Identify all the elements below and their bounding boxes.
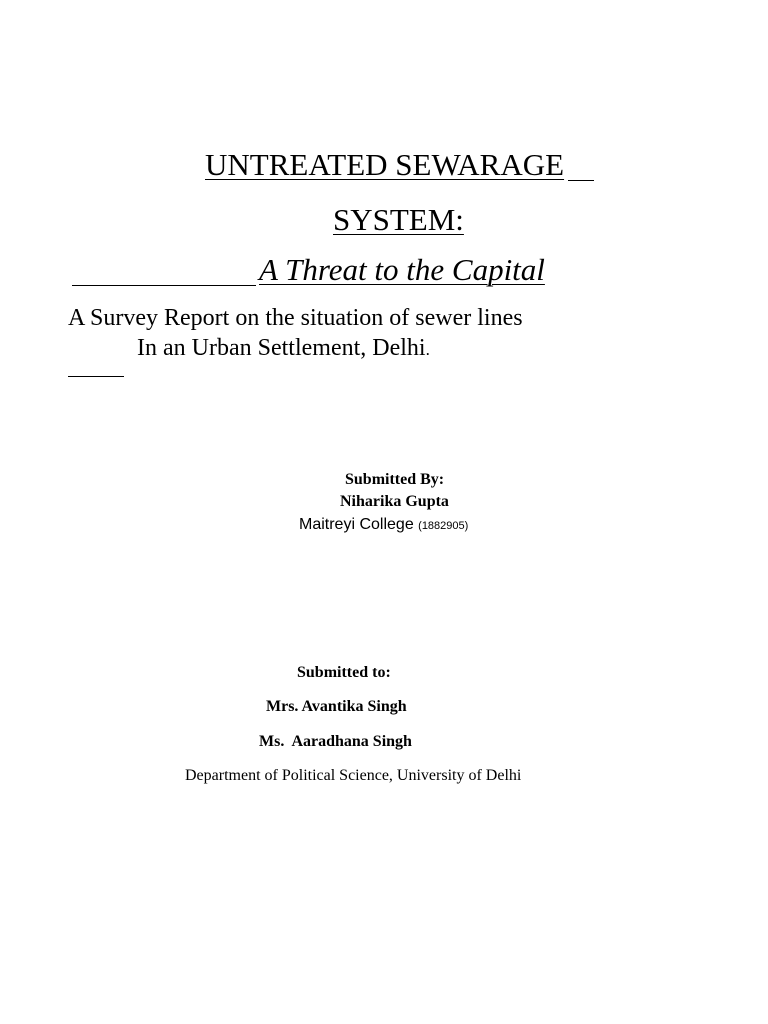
survey-description-line-2 (137, 333, 430, 365)
title-line-2 (333, 201, 464, 239)
recipient-1: Mrs. Avantika Singh (266, 698, 407, 715)
college-name: Maitreyi College (299, 516, 419, 533)
survey-description-line-1: A Survey Report on the situation of sewer lines (68, 305, 523, 331)
title-line-1 (205, 146, 594, 184)
subtitle-text: A Threat to the Capital (259, 252, 545, 287)
submitted-to-label: Submitted to: (297, 664, 391, 681)
recipient-2: Ms. Aaradhana Singh (259, 733, 412, 750)
submitter-name: Niharika Gupta (340, 493, 449, 510)
divider-rule (68, 376, 124, 377)
department: Department of Political Science, University of Delhi (185, 767, 522, 784)
title-line-2-text: SYSTEM: (333, 202, 464, 237)
submitter-college (299, 514, 468, 537)
title-underline-tail (568, 179, 594, 181)
subtitle-leading-rule (72, 285, 256, 286)
submitted-by-label: Submitted By: (345, 471, 445, 488)
subtitle (259, 251, 545, 289)
roll-number: (1882905) (418, 520, 469, 532)
survey-description-period: . (425, 340, 430, 359)
title-line-1-text: UNTREATED SEWARAGE (205, 147, 565, 182)
survey-description-line-2-text: In an Urban Settlement, Delhi (137, 335, 426, 361)
